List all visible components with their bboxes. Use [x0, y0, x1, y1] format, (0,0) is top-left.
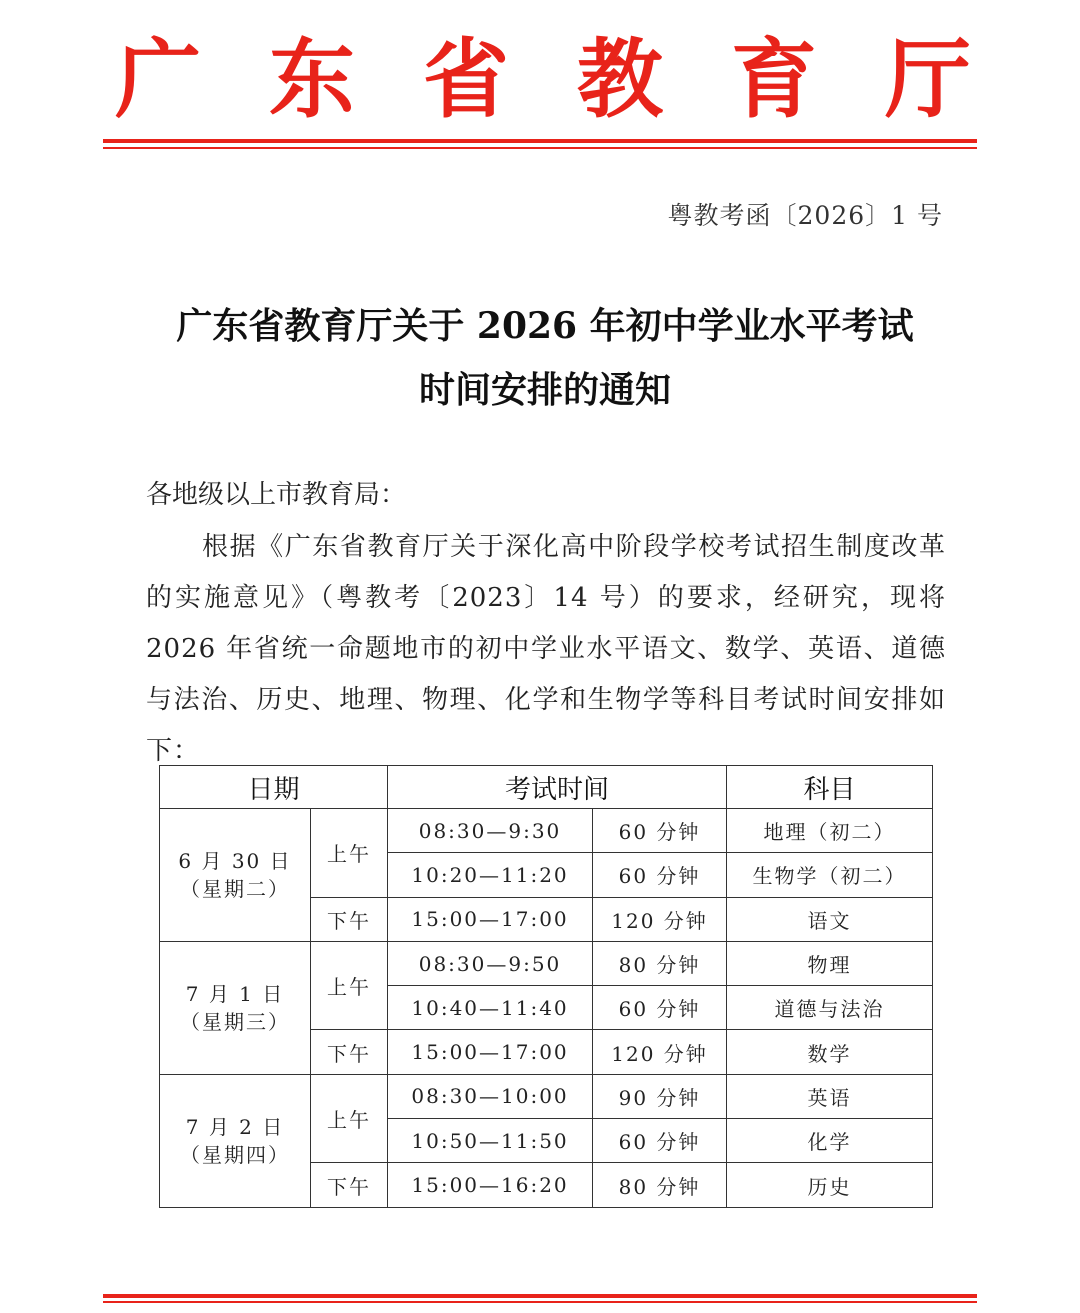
date-text: 6 月 30 日	[178, 848, 292, 873]
subject: 英语	[727, 1074, 933, 1118]
masthead-char: 东	[269, 29, 355, 130]
body-paragraph: 根据《广东省教育厅关于深化高中阶段学校考试招生制度改革的实施意见》（粤教考〔2023〕14 号）的要求，经研究，现将 2026 年省统一命题地市的初中学业水平语文、数学、英语、道德与法治、历史、地理、物理、化学和生物学等科目考试时间安排如下：	[146, 532, 946, 766]
duration: 120 分钟	[593, 1030, 727, 1074]
duration: 120 分钟	[593, 897, 727, 941]
masthead-divider-thick	[103, 139, 977, 143]
session-afternoon: 下午	[311, 1030, 388, 1074]
duration: 60 分钟	[593, 809, 727, 853]
session-afternoon: 下午	[311, 1163, 388, 1207]
table-row	[160, 1074, 933, 1118]
subject: 化学	[727, 1119, 933, 1163]
masthead	[108, 30, 978, 130]
date-text: 7 月 1 日	[185, 981, 285, 1006]
table-row	[160, 809, 933, 853]
masthead-char: 育	[731, 29, 817, 130]
masthead-divider-thin	[103, 147, 977, 149]
session-morning: 上午	[311, 941, 388, 1030]
time-range: 10:20—11:20	[388, 853, 593, 897]
subject: 数学	[727, 1030, 933, 1074]
time-range: 10:50—11:50	[388, 1119, 593, 1163]
masthead-char: 省	[423, 29, 509, 130]
time-range: 10:40—11:40	[388, 986, 593, 1030]
exam-schedule-table	[159, 765, 933, 1208]
table-row	[160, 941, 933, 985]
duration: 90 分钟	[593, 1074, 727, 1118]
duration: 60 分钟	[593, 1119, 727, 1163]
footer-divider-thick	[103, 1294, 977, 1298]
time-range: 15:00—17:00	[388, 897, 593, 941]
masthead-char: 教	[577, 29, 663, 130]
time-range: 08:30—9:30	[388, 809, 593, 853]
session-morning: 上午	[311, 809, 388, 898]
time-range: 15:00—17:00	[388, 1030, 593, 1074]
subject: 地理（初二）	[727, 809, 933, 853]
date-cell	[160, 1074, 311, 1207]
footer-divider-thin	[103, 1301, 977, 1303]
salutation: 各地级以上市教育局：	[146, 480, 407, 510]
duration: 60 分钟	[593, 986, 727, 1030]
session-afternoon: 下午	[311, 897, 388, 941]
table-header-row	[160, 766, 933, 809]
subject: 道德与法治	[727, 986, 933, 1030]
weekday-text: （星期三）	[180, 1009, 290, 1034]
subject: 生物学（初二）	[727, 853, 933, 897]
duration: 80 分钟	[593, 941, 727, 985]
header-subject: 科目	[727, 766, 933, 809]
subject: 历史	[727, 1163, 933, 1207]
subject: 语文	[727, 897, 933, 941]
time-range: 15:00—16:20	[388, 1163, 593, 1207]
header-date: 日期	[160, 766, 388, 809]
session-morning: 上午	[311, 1074, 388, 1163]
masthead-char: 广	[115, 29, 201, 130]
header-exam-time: 考试时间	[388, 766, 727, 809]
document-title-line-2: 时间安排的通知	[418, 369, 671, 411]
document-number: 粤教考函〔2026〕1 号	[667, 201, 943, 230]
date-cell	[160, 809, 311, 942]
date-cell	[160, 941, 311, 1074]
masthead-char: 厅	[885, 29, 971, 130]
weekday-text: （星期二）	[180, 876, 290, 901]
weekday-text: （星期四）	[180, 1142, 290, 1167]
duration: 60 分钟	[593, 853, 727, 897]
subject: 物理	[727, 941, 933, 985]
duration: 80 分钟	[593, 1163, 727, 1207]
document-title-line-1: 广东省教育厅关于 2026 年初中学业水平考试	[176, 305, 914, 347]
time-range: 08:30—9:50	[388, 941, 593, 985]
date-text: 7 月 2 日	[185, 1114, 285, 1139]
time-range: 08:30—10:00	[388, 1074, 593, 1118]
